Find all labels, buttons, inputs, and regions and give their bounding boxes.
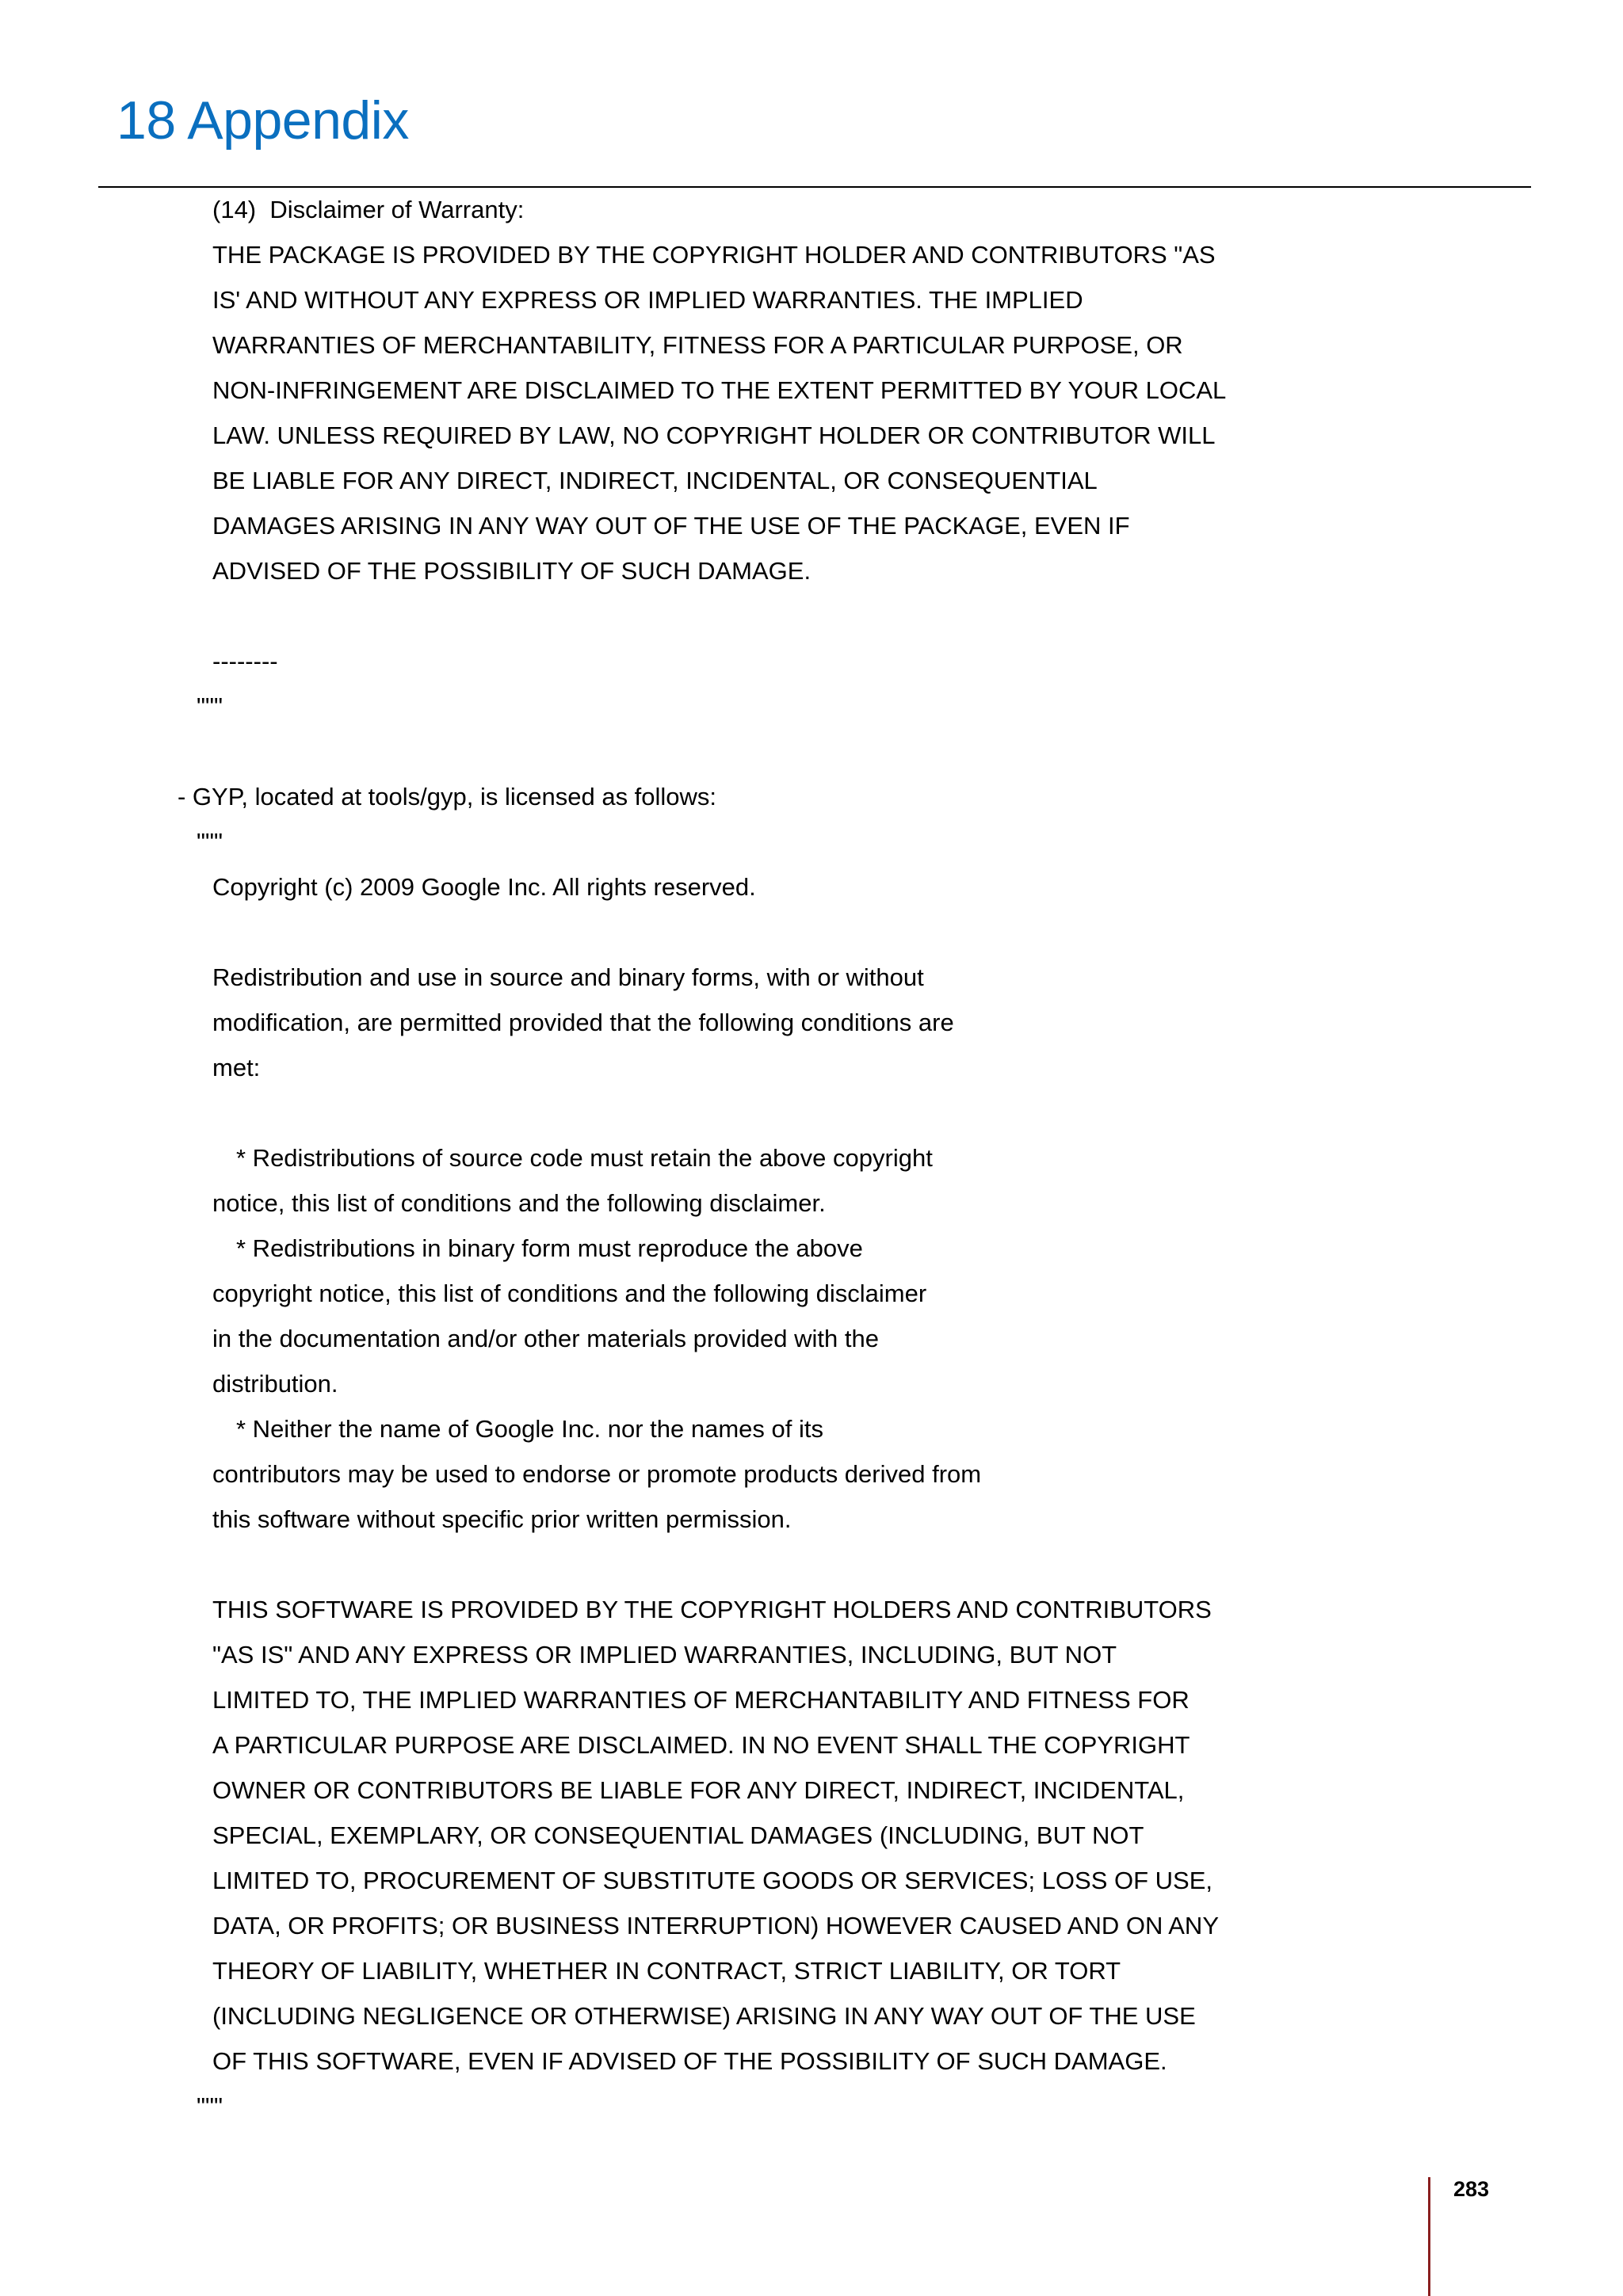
text-line: notice, this list of conditions and the following disclaimer. (212, 1189, 826, 1217)
text-line: IS' AND WITHOUT ANY EXPRESS OR IMPLIED WARRANTIES. THE IMPLIED (212, 286, 1083, 314)
list-item: * Neither the name of Google Inc. nor the names of its (236, 1415, 823, 1443)
text-line: NON-INFRINGEMENT ARE DISCLAIMED TO THE EXTENT PERMITTED BY YOUR LOCAL (212, 376, 1227, 404)
text-line: THIS SOFTWARE IS PROVIDED BY THE COPYRIGHT HOLDERS AND CONTRIBUTORS (212, 1596, 1212, 1623)
text-line: A PARTICULAR PURPOSE ARE DISCLAIMED. IN NO EVENT SHALL THE COPYRIGHT (212, 1731, 1190, 1759)
separator-line: -------- (212, 647, 278, 675)
text-line: in the documentation and/or other materials provided with the (212, 1325, 879, 1352)
page-title: 18 Appendix (116, 90, 409, 151)
text-line: OF THIS SOFTWARE, EVEN IF ADVISED OF THE POSSIBILITY OF SUCH DAMAGE. (212, 2047, 1167, 2075)
text-line: DATA, OR PROFITS; OR BUSINESS INTERRUPTION) HOWEVER CAUSED AND ON ANY (212, 1912, 1220, 1939)
list-item: * Redistributions of source code must retain the above copyright (236, 1144, 933, 1172)
text-line: OWNER OR CONTRIBUTORS BE LIABLE FOR ANY DIRECT, INDIRECT, INCIDENTAL, (212, 1776, 1185, 1804)
quote-marker: """ (197, 2092, 223, 2120)
text-line: LIMITED TO, PROCUREMENT OF SUBSTITUTE GOODS OR SERVICES; LOSS OF USE, (212, 1867, 1213, 1894)
footer-divider (1428, 2177, 1430, 2296)
text-line: WARRANTIES OF MERCHANTABILITY, FITNESS FOR A PARTICULAR PURPOSE, OR (212, 331, 1183, 359)
text-line: (14) Disclaimer of Warranty: (212, 196, 525, 223)
text-line: BE LIABLE FOR ANY DIRECT, INDIRECT, INCIDENTAL, OR CONSEQUENTIAL (212, 467, 1098, 494)
text-line: met: (212, 1054, 261, 1081)
text-line: "AS IS" AND ANY EXPRESS OR IMPLIED WARRANTIES, INCLUDING, BUT NOT (212, 1641, 1117, 1669)
text-line: THE PACKAGE IS PROVIDED BY THE COPYRIGHT HOLDER AND CONTRIBUTORS "AS (212, 241, 1216, 269)
text-line: (INCLUDING NEGLIGENCE OR OTHERWISE) ARISING IN ANY WAY OUT OF THE USE (212, 2002, 1196, 2030)
header-divider (98, 186, 1531, 188)
page-number: 283 (1453, 2177, 1490, 2201)
text-line: contributors may be used to endorse or promote products derived from (212, 1460, 982, 1488)
license-intro: - GYP, located at tools/gyp, is licensed as follows: (178, 783, 717, 810)
text-line: modification, are permitted provided that the following conditions are (212, 1009, 954, 1036)
text-line: DAMAGES ARISING IN ANY WAY OUT OF THE USE OF THE PACKAGE, EVEN IF (212, 512, 1130, 540)
text-line: this software without specific prior written permission. (212, 1505, 792, 1533)
text-line: Redistribution and use in source and binary forms, with or without (212, 963, 924, 991)
list-item: * Redistributions in binary form must reproduce the above (236, 1234, 863, 1262)
text-line: LAW. UNLESS REQUIRED BY LAW, NO COPYRIGHT HOLDER OR CONTRIBUTOR WILL (212, 421, 1216, 449)
text-line: THEORY OF LIABILITY, WHETHER IN CONTRACT, STRICT LIABILITY, OR TORT (212, 1957, 1121, 1985)
text-line: ADVISED OF THE POSSIBILITY OF SUCH DAMAGE. (212, 557, 812, 585)
text-line: SPECIAL, EXEMPLARY, OR CONSEQUENTIAL DAMAGES (INCLUDING, BUT NOT (212, 1821, 1144, 1849)
quote-marker: """ (197, 828, 223, 856)
text-line: distribution. (212, 1370, 338, 1398)
text-line: copyright notice, this list of conditions and the following disclaimer (212, 1280, 927, 1307)
quote-marker: """ (197, 692, 223, 720)
text-line: LIMITED TO, THE IMPLIED WARRANTIES OF MERCHANTABILITY AND FITNESS FOR (212, 1686, 1190, 1714)
copyright-notice: Copyright (c) 2009 Google Inc. All rights reserved. (212, 873, 756, 901)
